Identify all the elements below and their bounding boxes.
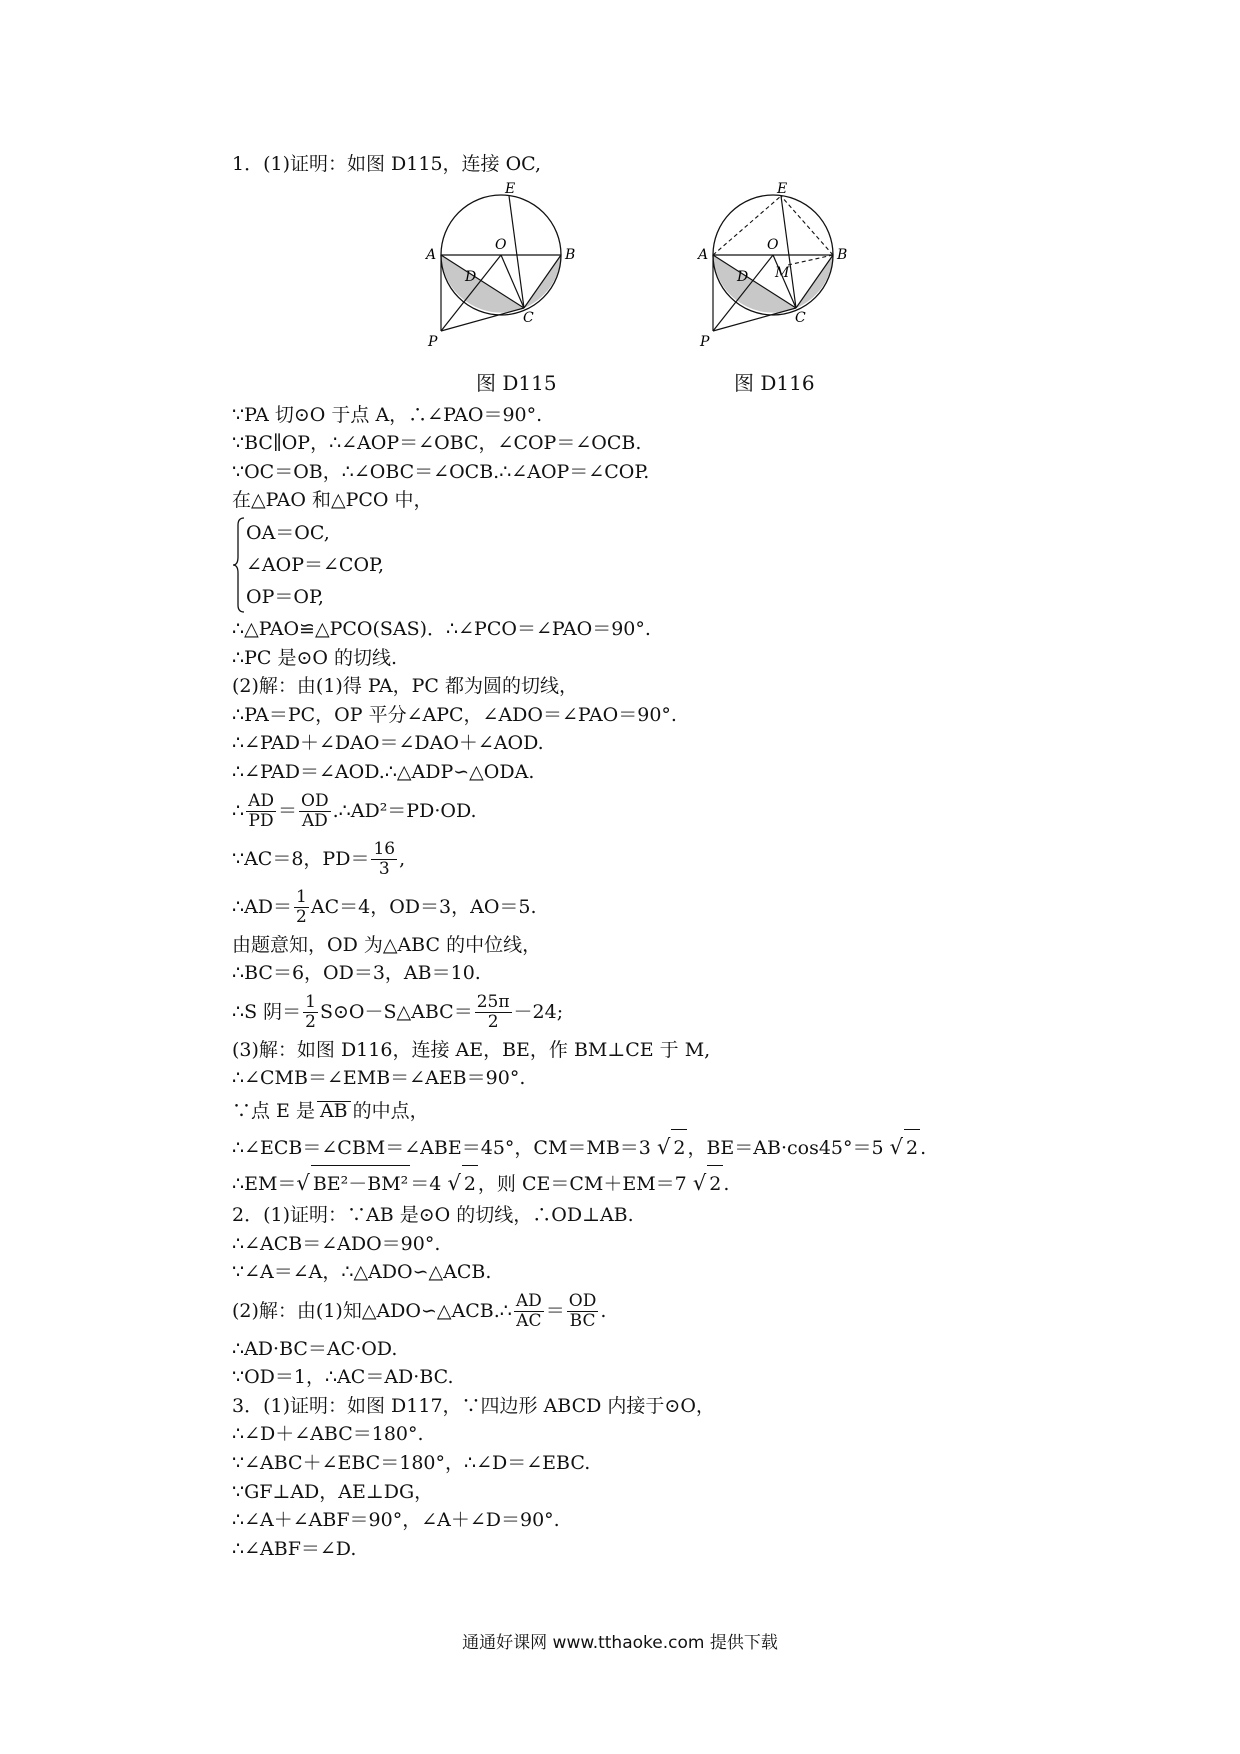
q1-line-12 — [232, 835, 1052, 883]
fraction-ad-ac — [514, 1292, 544, 1331]
denominator: AC — [516, 1311, 542, 1332]
fig1-label-p: P — [428, 333, 438, 350]
q1-line-16 — [232, 988, 1052, 1036]
fraction-ad-pd — [246, 792, 276, 831]
q3-line-2: ∴∠D＋∠ABC＝180°. — [232, 1423, 424, 1446]
fig2-label-d: D — [737, 268, 749, 285]
text-segment: (2)解：由(1)知△ADO∽△ACB.∴ — [232, 1299, 512, 1322]
q1-line-14: 由题意知，OD 为△ABC 的中位线， — [232, 933, 542, 956]
text-segment: ＝4 — [410, 1172, 442, 1195]
system-line-1: OA＝OC, — [246, 521, 330, 544]
denominator: AD — [301, 811, 328, 832]
q2-line-2: ∴∠ACB＝∠ADO＝90°. — [232, 1232, 441, 1255]
system-line-2: ∠AOP＝∠COP, — [246, 553, 385, 576]
denominator: 3 — [378, 859, 390, 880]
fig2-label-o: O — [767, 236, 779, 253]
denominator: BC — [569, 1311, 596, 1332]
radicand: 2 — [671, 1129, 687, 1166]
q1-line-1: ∵PA 切⊙O 于点 A，∴∠PAO＝90°. — [232, 403, 543, 426]
radicand: 2 — [462, 1165, 478, 1202]
numerator: 1 — [305, 992, 316, 1013]
q1-intro: 1．(1)证明：如图 D115，连接 OC, — [232, 153, 542, 175]
text-segment: －24; — [513, 1000, 564, 1023]
figure-d116 — [694, 179, 854, 369]
text-segment: ＝ — [278, 799, 298, 822]
fraction-16-3 — [371, 840, 397, 879]
left-brace — [232, 517, 246, 613]
q1-line-17: (3)解：如图 D116，连接 AE，BE，作 BM⊥CE 于 M, — [232, 1038, 711, 1061]
figure-d116-caption: 图 D116 — [734, 370, 815, 395]
q1-line-19 — [232, 1093, 1052, 1129]
q2-line-6: ∵OD＝1，∴AC＝AD·BC. — [232, 1366, 454, 1389]
radical-sign: √ — [692, 1170, 707, 1195]
q1-line-11 — [232, 787, 1052, 835]
q3-line-1: 3．(1)证明：如图 D117，∵四边形 ABCD 内接于⊙O， — [232, 1394, 715, 1417]
q1-line-2: ∵BC∥OP，∴∠AOP＝∠OBC，∠COP＝∠OCB. — [232, 432, 642, 455]
q1-line-10: ∴∠PAD＝∠AOD.∴△ADP∽△ODA. — [232, 760, 535, 783]
text-segment: .∴AD²＝PD·OD. — [332, 799, 477, 822]
q1-line-13 — [232, 883, 1052, 931]
fraction-1-2 — [294, 888, 309, 927]
text-segment: . — [920, 1136, 927, 1159]
text-segment: , — [399, 847, 406, 870]
fig2-label-b: B — [837, 246, 848, 263]
arc-ab: AB — [317, 1101, 351, 1120]
q1-line-18: ∴∠CMB＝∠EMB＝∠AEB＝90°. — [232, 1067, 526, 1090]
figure-row — [232, 179, 1052, 401]
q1-line-15: ∴BC＝6，OD＝3，AB＝10. — [232, 962, 481, 985]
text-segment: ∴EM＝ — [232, 1172, 297, 1195]
text-segment: ∴ — [232, 799, 245, 822]
numerator: OD — [301, 791, 329, 812]
fraction-1-2 — [303, 993, 318, 1032]
fig2-label-c: C — [795, 309, 806, 326]
numerator: AD — [515, 1291, 542, 1312]
text-segment: ∴AD＝ — [232, 895, 293, 918]
q1-line-5: ∴△PAO≌△PCO(SAS)．∴∠PCO＝∠PAO＝90°. — [232, 617, 651, 640]
q1-line-4: 在△PAO 和△PCO 中， — [232, 489, 433, 512]
fraction-od-ad — [299, 792, 331, 831]
text-segment: S⊙O－S△ABC＝ — [319, 1000, 473, 1023]
q2-line-1: 2．(1)证明：∵AB 是⊙O 的切线，∴OD⊥AB. — [232, 1203, 634, 1226]
system-lines — [246, 517, 384, 613]
q3-line-5: ∴∠A＋∠ABF＝90°，∠A＋∠D＝90°. — [232, 1509, 560, 1532]
q3-line-6: ∴∠ABF＝∠D. — [232, 1537, 357, 1560]
radicand: 2 — [707, 1165, 723, 1202]
numerator: 16 — [373, 839, 396, 860]
denominator: 2 — [487, 1012, 499, 1033]
numerator: 1 — [296, 887, 307, 908]
text-segment: ∴S 阴＝ — [232, 1000, 302, 1023]
q2-line-4 — [232, 1287, 1052, 1335]
numerator: 25π — [476, 992, 510, 1013]
fig1-label-o: O — [495, 236, 507, 253]
q3-line-3: ∵∠ABC＋∠EBC＝180°，∴∠D＝∠EBC. — [232, 1452, 591, 1475]
fig2-label-e: E — [777, 180, 788, 197]
figure-d115-diagram — [422, 179, 582, 369]
q2-line-3: ∵∠A＝∠A，∴△ADO∽△ACB. — [232, 1261, 492, 1284]
text-segment: . — [600, 1299, 607, 1322]
fig1-label-b: B — [565, 246, 576, 263]
q2-line-5: ∴AD·BC＝AC·OD. — [232, 1337, 398, 1360]
system-line-3: OP＝OP, — [246, 585, 324, 608]
numerator: AD — [248, 791, 275, 812]
radical-sign: √ — [889, 1134, 904, 1159]
radical-sign: √ — [447, 1170, 461, 1195]
fig1-label-c: C — [523, 309, 534, 326]
denominator: PD — [248, 811, 274, 832]
fig1-label-a: A — [426, 246, 437, 263]
q1-line-20 — [232, 1129, 1052, 1165]
q3-line-4: ∵GF⊥AD，AE⊥DG， — [232, 1480, 434, 1503]
page-footer: 通通好课网 www.tthaoke.com 提供下载 — [462, 1633, 778, 1653]
fraction-od-bc — [567, 1292, 599, 1331]
radicand: 2 — [904, 1129, 920, 1166]
text-segment: ，BE＝AB·cos45°＝5 — [687, 1136, 884, 1159]
text-segment: ∵AC＝8，PD＝ — [232, 847, 370, 870]
fig1-label-d: D — [465, 268, 477, 285]
q1-line-6: ∴PC 是⊙O 的切线. — [232, 646, 398, 669]
q1-line-7: (2)解：由(1)得 PA，PC 都为圆的切线， — [232, 675, 578, 698]
congruence-system — [232, 517, 1052, 613]
text-segment: AC＝4，OD＝3，AO＝5. — [310, 895, 537, 918]
radical-sign: √ — [296, 1170, 310, 1195]
text-segment: . — [723, 1172, 730, 1195]
q1-line-9: ∴∠PAD＋∠DAO＝∠DAO＋∠AOD. — [232, 732, 544, 755]
denominator: 2 — [305, 1012, 316, 1033]
numerator: OD — [568, 1291, 597, 1312]
solution-body — [232, 150, 1052, 1563]
figure-d115-caption: 图 D115 — [476, 370, 557, 395]
q1-line-21 — [232, 1165, 1052, 1201]
radicand: BE²－BM² — [311, 1165, 410, 1202]
q1-line-8: ∴PA＝PC，OP 平分∠APC，∠ADO＝∠PAO＝90°. — [232, 703, 677, 726]
fraction-25pi-2 — [475, 993, 512, 1032]
text-segment: ∵点 E 是 — [232, 1099, 315, 1122]
figure-d116-diagram — [694, 179, 854, 369]
radical-sign: √ — [656, 1134, 671, 1159]
fig2-label-a: A — [698, 246, 709, 263]
fig2-label-m: M — [775, 264, 790, 281]
text-segment: ∴∠ECB＝∠CBM＝∠ABE＝45°，CM＝MB＝3 — [232, 1136, 651, 1159]
q1-line-3: ∵OC＝OB，∴∠OBC＝∠OCB.∴∠AOP＝∠COP. — [232, 460, 650, 483]
text-segment: ＝ — [545, 1299, 565, 1322]
denominator: 2 — [296, 907, 307, 928]
fig2-label-p: P — [700, 333, 710, 350]
fig1-label-e: E — [505, 180, 516, 197]
text-segment: 的中点， — [352, 1099, 429, 1122]
text-segment: ，则 CE＝CM＋EM＝7 — [477, 1172, 687, 1195]
figure-d115 — [422, 179, 582, 369]
